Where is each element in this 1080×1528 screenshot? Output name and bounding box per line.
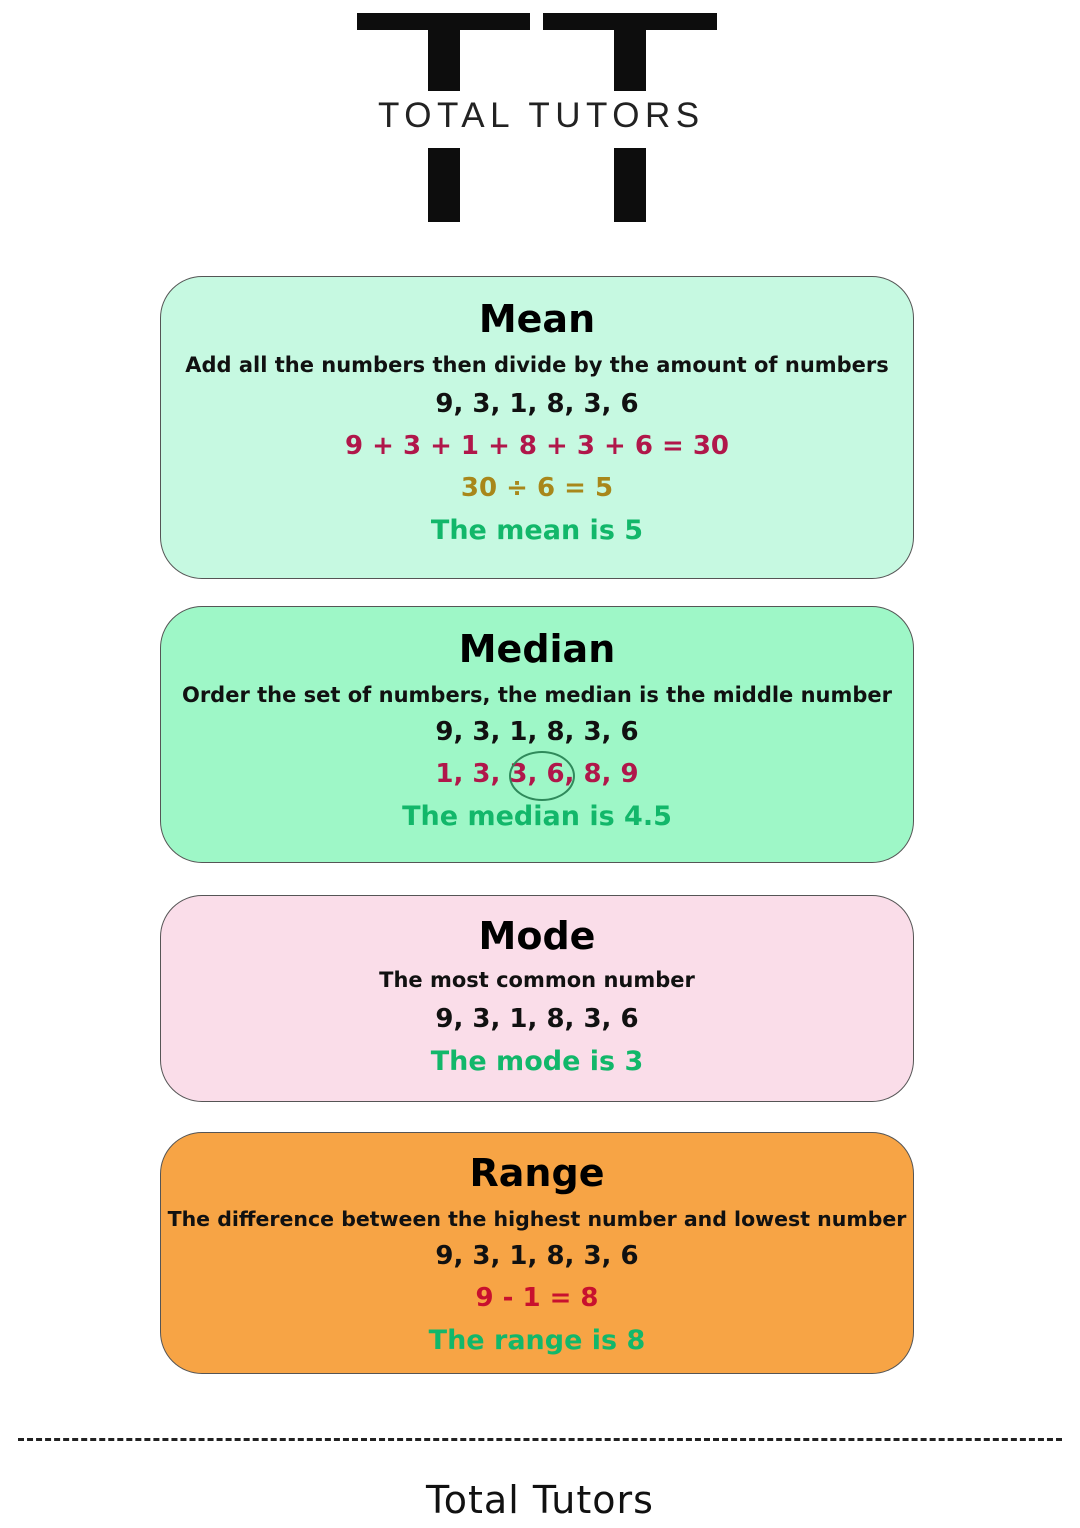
range-description: The difference between the highest number and lowest number	[167, 1207, 907, 1231]
dashed-divider	[18, 1438, 1062, 1441]
range-title: Range	[469, 1151, 605, 1195]
middle-numbers-circle	[509, 751, 575, 801]
median-title: Median	[458, 627, 616, 671]
mean-title: Mean	[478, 297, 596, 341]
range-result: The range is 8	[428, 1325, 646, 1356]
mode-card	[160, 895, 914, 1102]
mean-division: 30 ÷ 6 = 5	[460, 473, 614, 503]
median-card	[160, 606, 914, 863]
median-numbers: 9, 3, 1, 8, 3, 6	[435, 717, 639, 747]
total-tutors-logo	[0, 0, 1080, 240]
logo-text: TOTAL TUTORS	[378, 96, 705, 135]
mean-sum: 9 + 3 + 1 + 8 + 3 + 6 = 30	[344, 431, 730, 461]
mode-result: The mode is 3	[430, 1046, 644, 1077]
median-description: Order the set of numbers, the median is the middle number	[181, 683, 893, 707]
footer-text: Total Tutors	[426, 1478, 654, 1522]
range-calculation: 9 - 1 = 8	[475, 1283, 599, 1313]
median-ordered: 1, 3, 3, 6, 8, 9	[435, 759, 639, 789]
mean-description: Add all the numbers then divide by the amount of numbers	[185, 353, 889, 377]
mean-numbers: 9, 3, 1, 8, 3, 6	[435, 389, 639, 419]
range-numbers: 9, 3, 1, 8, 3, 6	[435, 1241, 639, 1271]
range-card	[160, 1132, 914, 1374]
median-result: The median is 4.5	[402, 801, 672, 832]
mode-description: The most common number	[379, 968, 695, 992]
mode-numbers: 9, 3, 1, 8, 3, 6	[435, 1004, 639, 1034]
mean-result: The mean is 5	[430, 515, 644, 546]
mode-title: Mode	[478, 914, 596, 958]
mean-card	[160, 276, 914, 579]
